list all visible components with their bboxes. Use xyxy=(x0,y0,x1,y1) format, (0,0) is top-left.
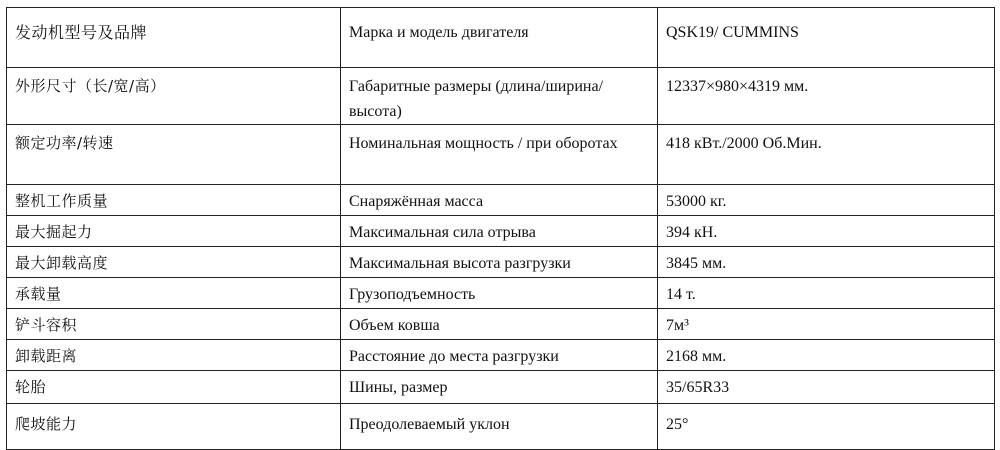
cell-value: 418 кВт./2000 Об.Мин. xyxy=(658,125,995,185)
cell-russian-label: Максимальная сила отрыва xyxy=(341,216,658,247)
cell-russian-label: Максимальная высота разгрузки xyxy=(341,247,658,278)
cell-value: 12337×980×4319 мм. xyxy=(658,68,995,125)
cell-chinese-label: 承载量 xyxy=(7,278,341,309)
table-row xyxy=(7,125,995,185)
cell-russian-label: Снаряжённая масса xyxy=(341,185,658,216)
cell-chinese-label: 卸载距离 xyxy=(7,340,341,371)
cell-value: 394 кН. xyxy=(658,216,995,247)
cell-russian-label: Шины, размер xyxy=(341,371,658,404)
cell-value: 53000 кг. xyxy=(658,185,995,216)
cell-chinese-label: 轮胎 xyxy=(7,371,341,404)
cell-chinese-label: 整机工作质量 xyxy=(7,185,341,216)
cell-chinese-label: 铲斗容积 xyxy=(7,309,341,340)
table-row xyxy=(7,185,995,216)
table-row xyxy=(7,340,995,371)
cell-value: 14 т. xyxy=(658,278,995,309)
cell-chinese-label: 最大掘起力 xyxy=(7,216,341,247)
table-row xyxy=(7,309,995,340)
table-row xyxy=(7,371,995,404)
cell-value: 2168 мм. xyxy=(658,340,995,371)
table-row xyxy=(7,68,995,125)
cell-chinese-label: 外形尺寸（长/宽/高） xyxy=(7,68,341,125)
cell-russian-label: Габаритные размеры (длина/ширина/высота) xyxy=(341,68,658,125)
cell-russian-label: Объем ковша xyxy=(341,309,658,340)
cell-value: 25° xyxy=(658,404,995,450)
table-row xyxy=(7,216,995,247)
cell-russian-label: Марка и модель двигателя xyxy=(341,8,658,68)
cell-value: 3845 мм. xyxy=(658,247,995,278)
spec-table xyxy=(6,7,995,450)
table-row xyxy=(7,278,995,309)
table-row xyxy=(7,247,995,278)
cell-chinese-label: 发动机型号及品牌 xyxy=(7,8,341,68)
cell-russian-label: Грузоподъемность xyxy=(341,278,658,309)
cell-value: QSK19/ CUMMINS xyxy=(658,8,995,68)
table-row xyxy=(7,8,995,68)
cell-value: 35/65R33 xyxy=(658,371,995,404)
cell-chinese-label: 额定功率/转速 xyxy=(7,125,341,185)
cell-value: 7м³ xyxy=(658,309,995,340)
cell-russian-label: Номинальная мощность / при оборотах xyxy=(341,125,658,185)
table-row xyxy=(7,404,995,450)
cell-russian-label: Преодолеваемый уклон xyxy=(341,404,658,450)
cell-chinese-label: 最大卸载高度 xyxy=(7,247,341,278)
cell-russian-label: Расстояние до места разгрузки xyxy=(341,340,658,371)
cell-chinese-label: 爬坡能力 xyxy=(7,404,341,450)
